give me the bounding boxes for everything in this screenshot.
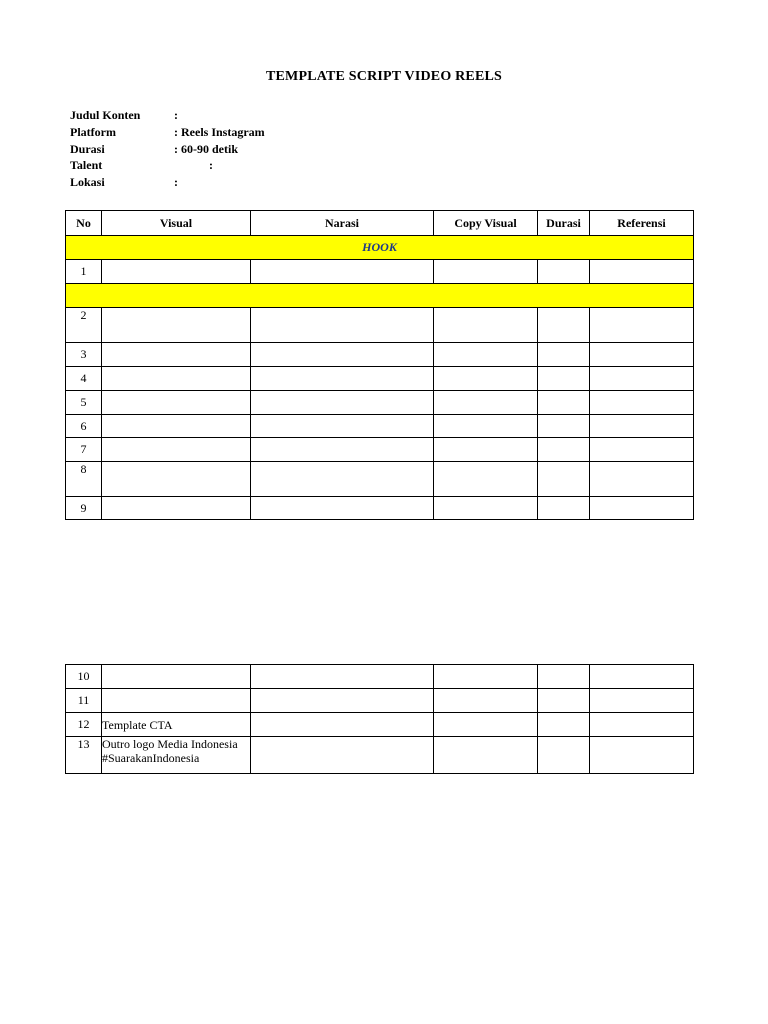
header-narasi: Narasi	[251, 211, 434, 236]
visual-cell	[102, 438, 251, 462]
durasi-cell	[538, 497, 590, 520]
narasi-cell	[251, 438, 434, 462]
copy-visual-cell	[434, 415, 538, 438]
meta-value: : 60-90 detik	[174, 141, 238, 156]
table-row	[66, 308, 694, 343]
durasi-cell	[538, 737, 590, 774]
referensi-cell	[590, 737, 694, 774]
visual-cell	[102, 260, 251, 284]
visual-cell	[102, 415, 251, 438]
table-row	[66, 367, 694, 391]
table-row	[66, 497, 694, 520]
meta-label: Platform	[70, 124, 116, 139]
meta-label: Durasi	[70, 141, 105, 156]
narasi-cell	[251, 713, 434, 737]
referensi-cell	[590, 260, 694, 284]
row-number: 12	[66, 713, 102, 737]
header-referensi: Referensi	[590, 211, 694, 236]
copy-visual-cell	[434, 737, 538, 774]
copy-visual-cell	[434, 713, 538, 737]
row-number: 7	[66, 438, 102, 462]
meta-row-durasi	[70, 141, 265, 158]
copy-visual-cell	[434, 497, 538, 520]
referensi-cell	[590, 665, 694, 689]
visual-cell	[102, 308, 251, 343]
row-number: 10	[66, 665, 102, 689]
copy-visual-cell	[434, 665, 538, 689]
meta-value: :	[174, 108, 178, 122]
visual-text-line: #SuarakanIndonesia	[102, 751, 200, 765]
referensi-cell	[590, 497, 694, 520]
referensi-cell	[590, 391, 694, 415]
header-copy-visual: Copy Visual	[434, 211, 538, 236]
narasi-cell	[251, 391, 434, 415]
visual-cell: Template CTA	[102, 713, 251, 737]
referensi-cell	[590, 415, 694, 438]
narasi-cell	[251, 665, 434, 689]
meta-row-platform	[70, 124, 265, 141]
durasi-cell	[538, 665, 590, 689]
row-number: 1	[66, 260, 102, 284]
narasi-cell	[251, 260, 434, 284]
durasi-cell	[538, 260, 590, 284]
meta-row-judul-konten	[70, 107, 265, 124]
header-no: No	[66, 211, 102, 236]
meta-value: :	[209, 158, 213, 173]
durasi-cell	[538, 367, 590, 391]
durasi-cell	[538, 343, 590, 367]
row-number: 8	[66, 462, 102, 497]
table-row	[66, 391, 694, 415]
narasi-cell	[251, 415, 434, 438]
copy-visual-cell	[434, 343, 538, 367]
meta-row-lokasi	[70, 174, 265, 191]
referensi-cell	[590, 689, 694, 713]
narasi-cell	[251, 497, 434, 520]
table-row	[66, 415, 694, 438]
table-row	[66, 260, 694, 284]
referensi-cell	[590, 462, 694, 497]
row-number: 11	[66, 689, 102, 713]
durasi-cell	[538, 391, 590, 415]
narasi-cell	[251, 689, 434, 713]
hook-label: HOOK	[66, 236, 694, 260]
durasi-cell	[538, 438, 590, 462]
durasi-cell	[538, 415, 590, 438]
copy-visual-cell	[434, 391, 538, 415]
highlight-divider-row	[66, 284, 694, 308]
copy-visual-cell	[434, 308, 538, 343]
narasi-cell	[251, 367, 434, 391]
narasi-cell	[251, 462, 434, 497]
meta-value: : Reels Instagram	[174, 124, 265, 139]
visual-cell	[102, 391, 251, 415]
table-row	[66, 343, 694, 367]
copy-visual-cell	[434, 462, 538, 497]
durasi-cell	[538, 689, 590, 713]
row-number: 5	[66, 391, 102, 415]
copy-visual-cell	[434, 438, 538, 462]
visual-cell	[102, 737, 251, 774]
row-number: 3	[66, 343, 102, 367]
table-row	[66, 737, 694, 774]
visual-cell	[102, 462, 251, 497]
script-table	[65, 210, 694, 520]
meta-label: Lokasi	[70, 175, 105, 190]
visual-text-line: Outro logo Media Indonesia	[102, 737, 238, 751]
visual-cell	[102, 665, 251, 689]
row-number: 2	[66, 308, 102, 343]
row-number: 13	[66, 737, 102, 774]
durasi-cell	[538, 713, 590, 737]
referensi-cell	[590, 438, 694, 462]
header-visual: Visual	[102, 211, 251, 236]
table-row	[66, 462, 694, 497]
table-row	[66, 665, 694, 689]
meta-value: :	[174, 175, 178, 190]
visual-cell	[102, 367, 251, 391]
row-number: 6	[66, 415, 102, 438]
copy-visual-cell	[434, 689, 538, 713]
narasi-cell	[251, 343, 434, 367]
referensi-cell	[590, 713, 694, 737]
narasi-cell	[251, 308, 434, 343]
referensi-cell	[590, 367, 694, 391]
visual-cell	[102, 343, 251, 367]
copy-visual-cell	[434, 367, 538, 391]
hook-section-row	[66, 236, 694, 260]
content-metadata	[70, 107, 265, 191]
meta-label: Talent	[70, 158, 103, 173]
table-row	[66, 689, 694, 713]
row-number: 4	[66, 367, 102, 391]
table-row	[66, 438, 694, 462]
row-number: 9	[66, 497, 102, 520]
highlight-divider	[66, 284, 694, 308]
header-durasi: Durasi	[538, 211, 590, 236]
referensi-cell	[590, 308, 694, 343]
referensi-cell	[590, 343, 694, 367]
copy-visual-cell	[434, 260, 538, 284]
meta-row-talent	[70, 157, 265, 174]
visual-cell	[102, 689, 251, 713]
table-row	[66, 713, 694, 737]
durasi-cell	[538, 308, 590, 343]
narasi-cell	[251, 737, 434, 774]
table-header-row	[66, 211, 694, 236]
page-title: TEMPLATE SCRIPT VIDEO REELS	[265, 69, 503, 84]
visual-cell	[102, 497, 251, 520]
script-table-continued	[65, 664, 694, 774]
meta-label: Judul Konten	[70, 108, 141, 122]
durasi-cell	[538, 462, 590, 497]
